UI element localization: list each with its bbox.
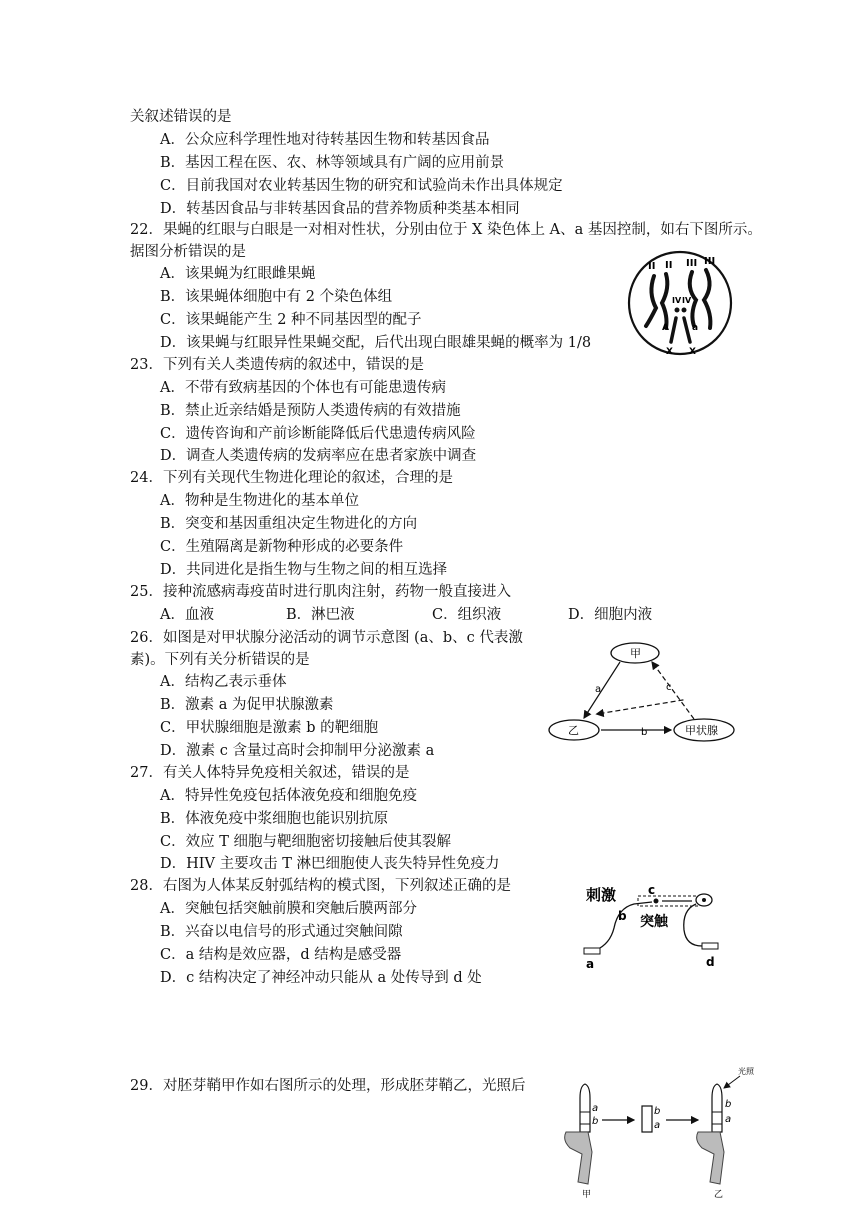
yi-seg-b: b xyxy=(725,1099,732,1110)
light-label: 光照 xyxy=(738,1067,754,1076)
light-arrow xyxy=(724,1076,740,1088)
seed-jia xyxy=(565,1132,592,1184)
q27-option-d: D．HIV 主要攻击 T 淋巴细胞使人丧失特异性免疫力 xyxy=(160,856,500,872)
yi-seg-a: a xyxy=(725,1114,732,1125)
chromosome-x-right xyxy=(684,318,690,342)
synapse-label: 突触 xyxy=(640,914,668,930)
q27-option-c: C．效应 T 细胞与靶细胞密切接触后使其裂解 xyxy=(160,834,451,850)
chromosome-ii-left xyxy=(646,276,656,326)
coleoptile-figure xyxy=(558,1062,768,1202)
q23-stem: 23．下列有关人类遗传病的叙述中，错误的是 xyxy=(130,357,424,373)
q25-option-b: B．淋巴液 xyxy=(286,607,355,623)
chromosome-iii-right xyxy=(704,270,710,328)
q26-option-b: B．激素 a 为促甲状腺激素 xyxy=(160,697,334,713)
q27-option-b: B．体液免疫中浆细胞也能识别抗原 xyxy=(160,811,389,827)
label-d: d xyxy=(706,955,715,969)
q26-option-c: C．甲状腺细胞是激素 b 的靶细胞 xyxy=(160,720,379,736)
arrow-c-label: c xyxy=(666,682,672,693)
q25-option-d: D．细胞内液 xyxy=(568,607,653,623)
q28-option-a: A．突触包括突触前膜和突触后膜两部分 xyxy=(160,901,417,917)
q28-option-d: D．c 结构决定了神经冲动只能从 a 处传导到 d 处 xyxy=(160,970,482,986)
q22-option-c: C．该果蝇能产生 2 种不同基因型的配子 xyxy=(160,312,422,328)
q28-option-b: B．兴奋以电信号的形式通过突触间隙 xyxy=(160,924,403,940)
label-iii-2: III xyxy=(704,256,716,267)
chromosome-iv-right xyxy=(682,308,687,313)
arrow-c-to-yi xyxy=(596,700,683,714)
label-yi: 乙 xyxy=(714,1190,724,1200)
label-iv-1: IV xyxy=(672,296,682,305)
jia-seg-a: a xyxy=(592,1103,599,1114)
chromosome-figure xyxy=(626,248,734,358)
q21-option-a: A．公众应科学理性地对待转基因生物和转基因食品 xyxy=(160,132,490,148)
seg-b: b xyxy=(654,1106,661,1117)
q26-stem-line2: 素)。下列有关分析错误的是 xyxy=(130,652,310,668)
q27-option-a: A．特异性免疫包括体液免疫和细胞免疫 xyxy=(160,788,417,804)
q23-option-d: D．调查人类遗传病的发病率应在患者家族中调查 xyxy=(160,448,477,464)
label-iv-2: IV xyxy=(682,296,692,305)
label-a: a xyxy=(586,957,595,971)
receptor-a xyxy=(584,948,600,954)
label-iii-1: III xyxy=(686,258,698,269)
seed-yi xyxy=(697,1132,724,1184)
jia-seg-b: b xyxy=(592,1116,599,1127)
q21-option-b: B．基因工程在医、农、林等领域具有广阔的应用前景 xyxy=(160,155,505,171)
label-ii-2: II xyxy=(665,260,673,271)
q28-stem: 28．右图为人体某反射弧结构的模式图，下列叙述正确的是 xyxy=(130,878,511,894)
q28-option-c: C．a 结构是效应器，d 结构是感受器 xyxy=(160,947,402,963)
q23-option-c: C．遗传咨询和产前诊断能降低后代患遗传病风险 xyxy=(160,426,476,442)
reflex-arc-figure xyxy=(582,880,732,972)
q29-stem: 29．对胚芽鞘甲作如右图所示的处理，形成胚芽鞘乙，光照后 xyxy=(130,1078,526,1094)
q21-stem-continuation: 关叙述错误的是 xyxy=(130,109,232,125)
q24-option-a: A．物种是生物进化的基本单位 xyxy=(160,493,359,509)
q24-option-c: C．生殖隔离是新物种形成的必要条件 xyxy=(160,539,404,555)
node-thyroid-label: 甲状腺 xyxy=(685,724,718,737)
q24-option-b: B．突变和基因重组决定生物进化的方向 xyxy=(160,516,418,532)
stimulus-label: 刺激 xyxy=(586,886,617,904)
q22-stem-line1: 22．果蝇的红眼与白眼是一对相对性状，分别由位于 X 染色体上 A、a 基因控制，如右下图所示。 xyxy=(130,222,762,238)
q24-stem: 24．下列有关现代生物进化理论的叙述，合理的是 xyxy=(130,470,453,486)
label-ii-1: II xyxy=(648,261,656,272)
q25-stem: 25．接种流感病毒疫苗时进行肌肉注射，药物一般直接进入 xyxy=(130,584,511,600)
q26-option-d: D．激素 c 含量过高时会抑制甲分泌激素 a xyxy=(160,743,435,759)
q24-option-d: D．共同进化是指生物与生物之间的相互选择 xyxy=(160,562,448,578)
q25-option-a: A．血液 xyxy=(160,607,214,623)
label-allele-a-lower: a xyxy=(692,323,699,333)
q21-option-d: D．转基因食品与非转基因食品的营养物质种类基本相同 xyxy=(160,201,520,217)
q23-option-b: B．禁止近亲结婚是预防人类遗传病的有效措施 xyxy=(160,403,461,419)
q21-option-c: C．目前我国对农业转基因生物的研究和试验尚未作出具体规定 xyxy=(160,178,563,194)
efferent-nerve xyxy=(684,904,702,946)
node-yi-label: 乙 xyxy=(568,724,579,737)
q23-option-a: A．不带有致病基因的个体也有可能患遗传病 xyxy=(160,380,446,396)
arrow-c-to-jia xyxy=(652,662,694,719)
q26-option-a: A．结构乙表示垂体 xyxy=(160,674,287,690)
synapse-terminal xyxy=(654,899,659,904)
q26-stem-line1: 26．如图是对甲状腺分泌活动的调节示意图 (a、b、c 代表激 xyxy=(130,630,523,646)
label-allele-a-upper: A xyxy=(662,323,669,333)
q22-option-b: B．该果蝇体细胞中有 2 个染色体组 xyxy=(160,289,393,305)
seg-a: a xyxy=(654,1120,661,1131)
arrow-a-label: a xyxy=(595,684,602,695)
label-jia: 甲 xyxy=(582,1190,592,1200)
thyroid-regulation-diagram xyxy=(544,640,744,748)
q25-option-c: C．组织液 xyxy=(432,607,502,623)
node-jia-label: 甲 xyxy=(630,647,641,660)
chromosome-ii-right xyxy=(662,274,667,328)
arrow-a xyxy=(584,662,620,718)
coleoptile-yi-tip xyxy=(712,1084,722,1132)
q22-stem-line2: 据图分析错误的是 xyxy=(130,244,246,260)
inverted-segment xyxy=(642,1106,652,1132)
label-x-1: X xyxy=(666,347,673,357)
chromosome-iv-left xyxy=(675,308,680,313)
label-x-2: X xyxy=(689,347,696,357)
label-b: b xyxy=(618,909,627,923)
arrow-b-label: b xyxy=(641,727,648,738)
spacer xyxy=(600,722,676,724)
q27-stem: 27．有关人体特异免疫相关叙述，错误的是 xyxy=(130,765,410,781)
chromosome-x-left xyxy=(671,318,676,342)
coleoptile-jia-tip xyxy=(580,1084,590,1132)
q22-option-a: A．该果蝇为红眼雌果蝇 xyxy=(160,266,316,282)
label-c: c xyxy=(648,883,656,897)
effector-d xyxy=(702,943,718,949)
q22-option-d: D．该果蝇与红眼异性果蝇交配，后代出现白眼雄果蝇的概率为 1/8 xyxy=(160,335,592,351)
neuron-nucleus xyxy=(702,898,706,902)
